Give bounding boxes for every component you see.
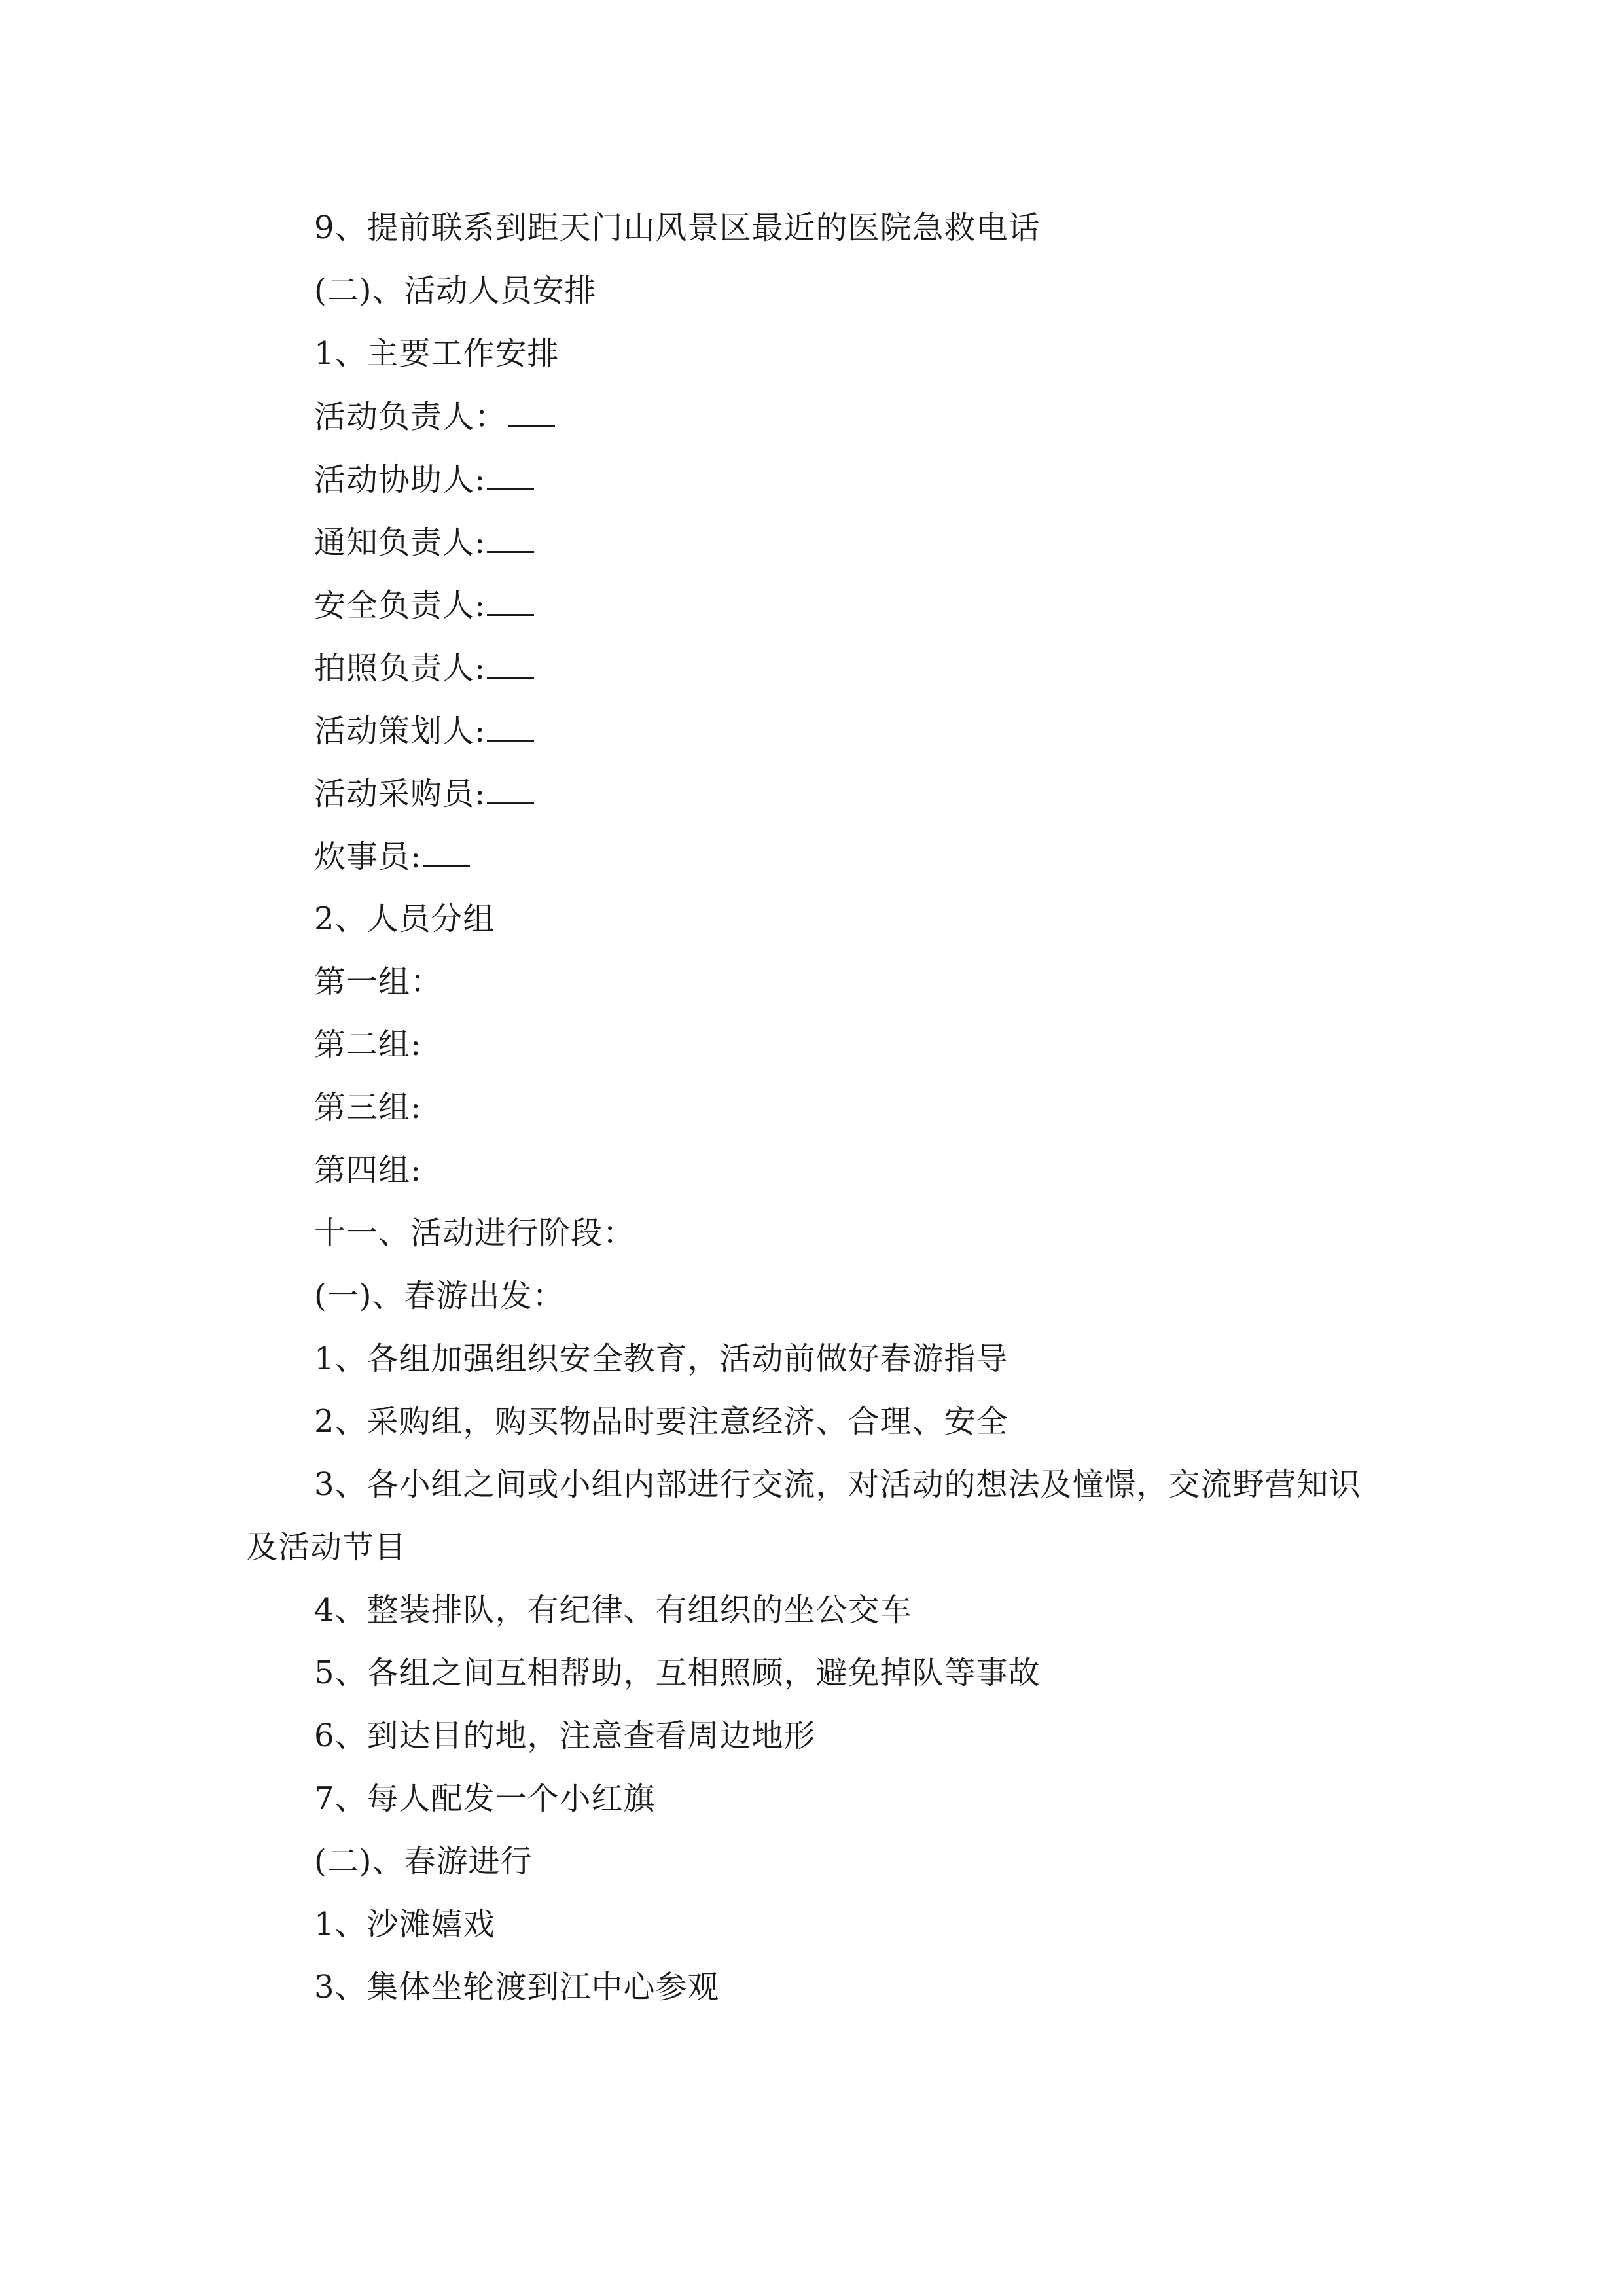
line-text: (二)、活动人员安排 [314, 272, 597, 309]
group-label: 第三组: [314, 1089, 422, 1126]
group-line [314, 962, 442, 1001]
line-text: 5、各组之间互相帮助，互相照顾，避免掉队等事故 [314, 1655, 1041, 1691]
fill-in-blank [487, 648, 534, 679]
role-line [314, 459, 534, 499]
role-line [314, 836, 470, 876]
line-text: 6、到达目的地，注意查看周边地形 [314, 1717, 816, 1754]
group-line [314, 1025, 421, 1064]
line-text: 1、沙滩嬉戏 [314, 1906, 495, 1943]
role-label: 安全负责人: [314, 587, 486, 624]
fill-in-blank [508, 397, 555, 427]
text-line [314, 1905, 495, 1944]
line-text: 4、整装排队，有纪律、有组织的坐公交车 [314, 1592, 912, 1628]
section-heading [314, 1213, 635, 1253]
line-text: 9、提前联系到距天门山风景区最近的医院急救电话 [314, 209, 1041, 246]
line-text: (一)、春游出发： [314, 1278, 565, 1314]
text-line [314, 1653, 1041, 1693]
role-line [314, 522, 534, 562]
fill-in-blank [487, 711, 534, 742]
text-line [314, 1716, 816, 1755]
line-text: 3、集体坐轮渡到江中心参观 [314, 1969, 720, 2005]
section-heading [314, 1276, 564, 1316]
group-label: 第四组: [314, 1152, 422, 1189]
line-text: 3、各小组之间或小组内部进行交流，对活动的想法及憧憬，交流野营知识 [314, 1466, 1361, 1503]
fill-in-blank [487, 774, 534, 804]
group-label: 第一组： [314, 963, 443, 1000]
role-label: 拍照负责人: [314, 650, 486, 687]
fill-in-blank [487, 522, 534, 553]
text-line [314, 1967, 720, 2007]
section-heading [314, 1842, 532, 1881]
role-label: 活动采购员: [314, 776, 486, 812]
role-line [314, 711, 534, 750]
line-text: (二)、春游进行 [314, 1843, 533, 1880]
role-label: 炊事员: [314, 838, 422, 875]
role-label: 通知负责人: [314, 524, 486, 561]
role-line [314, 648, 534, 687]
text-line [314, 1779, 656, 1818]
group-label: 第二组: [314, 1026, 422, 1063]
role-label: 活动负责人： [314, 399, 507, 435]
role-line [314, 585, 534, 624]
subsection-heading [314, 334, 560, 373]
group-line [314, 1088, 421, 1127]
role-line [314, 774, 534, 813]
role-line [314, 397, 555, 436]
line-text: 十一、活动进行阶段： [314, 1215, 635, 1251]
text-line [314, 1465, 1361, 1504]
line-text: 1、主要工作安排 [314, 335, 560, 372]
text-line [314, 208, 1041, 247]
section-heading [314, 271, 596, 310]
text-line [314, 1339, 1008, 1378]
line-text: 2、采购组，购买物品时要注意经济、合理、安全 [314, 1403, 1008, 1440]
role-label: 活动策划人: [314, 713, 486, 749]
fill-in-blank [487, 459, 534, 490]
group-line [314, 1151, 421, 1190]
fill-in-blank [423, 836, 470, 867]
role-label: 活动协助人: [314, 461, 486, 498]
text-line-continuation [246, 1528, 406, 1567]
text-line [314, 1402, 1008, 1441]
line-text: 2、人员分组 [314, 901, 495, 937]
subsection-heading [314, 899, 495, 939]
line-text: 1、各组加强组织安全教育，活动前做好春游指导 [314, 1340, 1008, 1377]
line-text: 7、每人配发一个小红旗 [314, 1780, 656, 1817]
fill-in-blank [487, 585, 534, 616]
text-line [314, 1590, 912, 1630]
line-text: 及活动节目 [246, 1529, 407, 1566]
